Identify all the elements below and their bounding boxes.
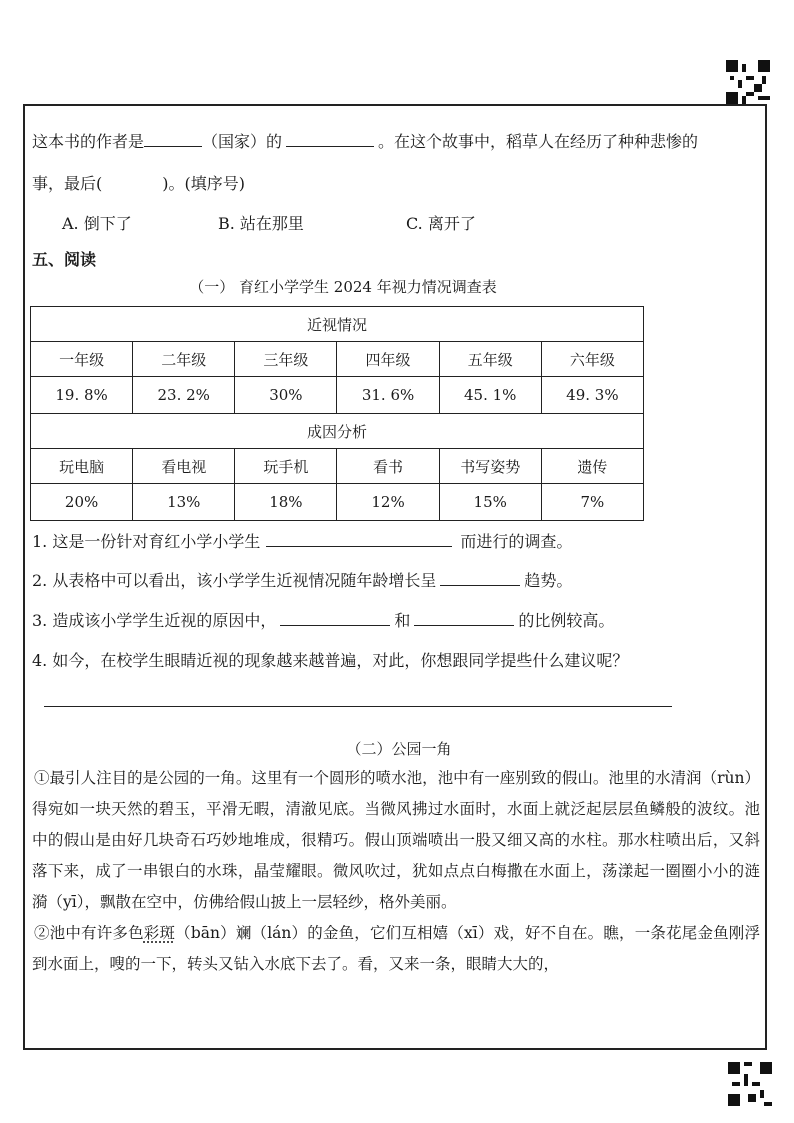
book-question-line1 [32, 132, 698, 152]
grade-value-cell: 49. 3% [541, 377, 643, 414]
reading1-title: （一） 育红小学学生 2024 年视力情况调查表 [189, 278, 497, 296]
grade-value-cell: 23. 2% [133, 377, 235, 414]
myopia-header: 近视情况 [31, 307, 644, 342]
grade-value-cell: 31. 6% [337, 377, 439, 414]
country-blank[interactable] [144, 132, 202, 147]
vision-survey-table [30, 306, 644, 521]
cause-cell: 书写姿势 [439, 449, 541, 484]
answer-suffix: )。(填序号) [162, 174, 245, 193]
cause-cell: 看电视 [133, 449, 235, 484]
question-4-text: 4. 如今，在校学生眼睛近视的现象越来越普遍，对此，你想跟同学提些什么建议呢？ [32, 651, 629, 670]
question-3-suffix: 的比例较高。 [518, 611, 615, 630]
question-2 [32, 571, 572, 591]
reading2-passage [32, 763, 760, 980]
question-1-blank[interactable] [266, 532, 452, 547]
question-1 [32, 532, 572, 552]
question-2-text: 2. 从表格中可以看出，该小学学生近视情况随年龄增长呈 [32, 571, 437, 590]
answer-prefix: 事，最后( [32, 174, 103, 193]
section-title: 五、阅读 [32, 250, 97, 269]
option-c[interactable] [406, 214, 476, 234]
question-4-answer-line[interactable] [44, 706, 672, 707]
option-c-label: C. 离开了 [406, 214, 476, 233]
grade-cell: 四年级 [337, 342, 439, 377]
grade-cell: 二年级 [133, 342, 235, 377]
reading2-title: （二）公园一角 [346, 740, 452, 758]
paragraph-2-rest: （bān）斓（lán）的金鱼，它们互相嬉（xī）戏，好不自在。瞧，一条花尾金鱼刚浮到水面上，嗖的一下，转头又钻入水底下去了。看，又来一条，眼睛大大的， [32, 924, 760, 973]
dotted-words: 彩斑 [143, 924, 176, 942]
cause-value-cell: 12% [337, 484, 439, 521]
grade-cell: 五年级 [439, 342, 541, 377]
cause-value-cell: 18% [235, 484, 337, 521]
option-a[interactable] [62, 214, 132, 234]
question-3-blank-2[interactable] [414, 611, 514, 626]
grade-cell: 一年级 [31, 342, 133, 377]
de-text: 的 [266, 132, 283, 151]
grade-value-cell: 19. 8% [31, 377, 133, 414]
book-author-prefix: 这本书的作者是 [32, 132, 145, 151]
grade-value-cell: 30% [235, 377, 337, 414]
cause-value-cell: 7% [541, 484, 643, 521]
question-1-text: 1. 这是一份针对育红小学小学生 [32, 532, 261, 551]
cause-value-cell: 20% [31, 484, 133, 521]
book-question-line2 [32, 174, 245, 194]
option-b[interactable] [218, 214, 304, 234]
cause-value-cell: 13% [133, 484, 235, 521]
cause-header: 成因分析 [31, 414, 644, 449]
question-3 [32, 611, 614, 631]
qr-code-top [726, 60, 770, 104]
cause-cell: 玩手机 [235, 449, 337, 484]
book-question-suffix: 。在这个故事中，稻草人在经历了种种悲惨的 [378, 132, 699, 151]
question-1-suffix: 而进行的调查。 [460, 532, 573, 551]
author-blank[interactable] [286, 132, 374, 147]
question-2-suffix: 趋势。 [524, 571, 573, 590]
grade-cell: 三年级 [235, 342, 337, 377]
question-4 [32, 651, 628, 671]
question-2-blank[interactable] [440, 571, 520, 586]
cause-cell: 看书 [337, 449, 439, 484]
question-3-and: 和 [394, 611, 411, 630]
paragraph-1: ①最引人注目的是公园的一角。这里有一个圆形的喷水池，池中有一座别致的假山。池里的水清润（rùn）得宛如一块天然的碧玉，平滑无暇，清澈见底。当微风拂过水面时，水面上就泛起层层鱼鳞般的波纹。池中的假山是由好几块奇石巧妙地堆成，很精巧。假山顶端喷出一股又细又高的水柱。那水柱喷出后，又斜落下来，成了一串银白的水珠，晶莹耀眼。微风吹过，犹如点点白梅撒在水面上，荡漾起一圈圈小小的涟漪（yī），飘散在空中，仿佛给假山披上一层轻纱，格外美丽。 [32, 769, 760, 911]
question-3-text: 3. 造成该小学学生近视的原因中， [32, 611, 277, 630]
paragraph-2 [32, 918, 760, 980]
grade-cell: 六年级 [541, 342, 643, 377]
qr-code-bottom [728, 1062, 772, 1106]
paragraph-2-start: ②池中有许多色 [34, 924, 144, 942]
question-3-blank-1[interactable] [280, 611, 390, 626]
cause-cell: 玩电脑 [31, 449, 133, 484]
option-a-label: A. 倒下了 [62, 214, 132, 233]
country-label: （国家） [202, 132, 267, 151]
grade-value-cell: 45. 1% [439, 377, 541, 414]
cause-value-cell: 15% [439, 484, 541, 521]
cause-cell: 遗传 [541, 449, 643, 484]
option-b-label: B. 站在那里 [218, 214, 304, 233]
